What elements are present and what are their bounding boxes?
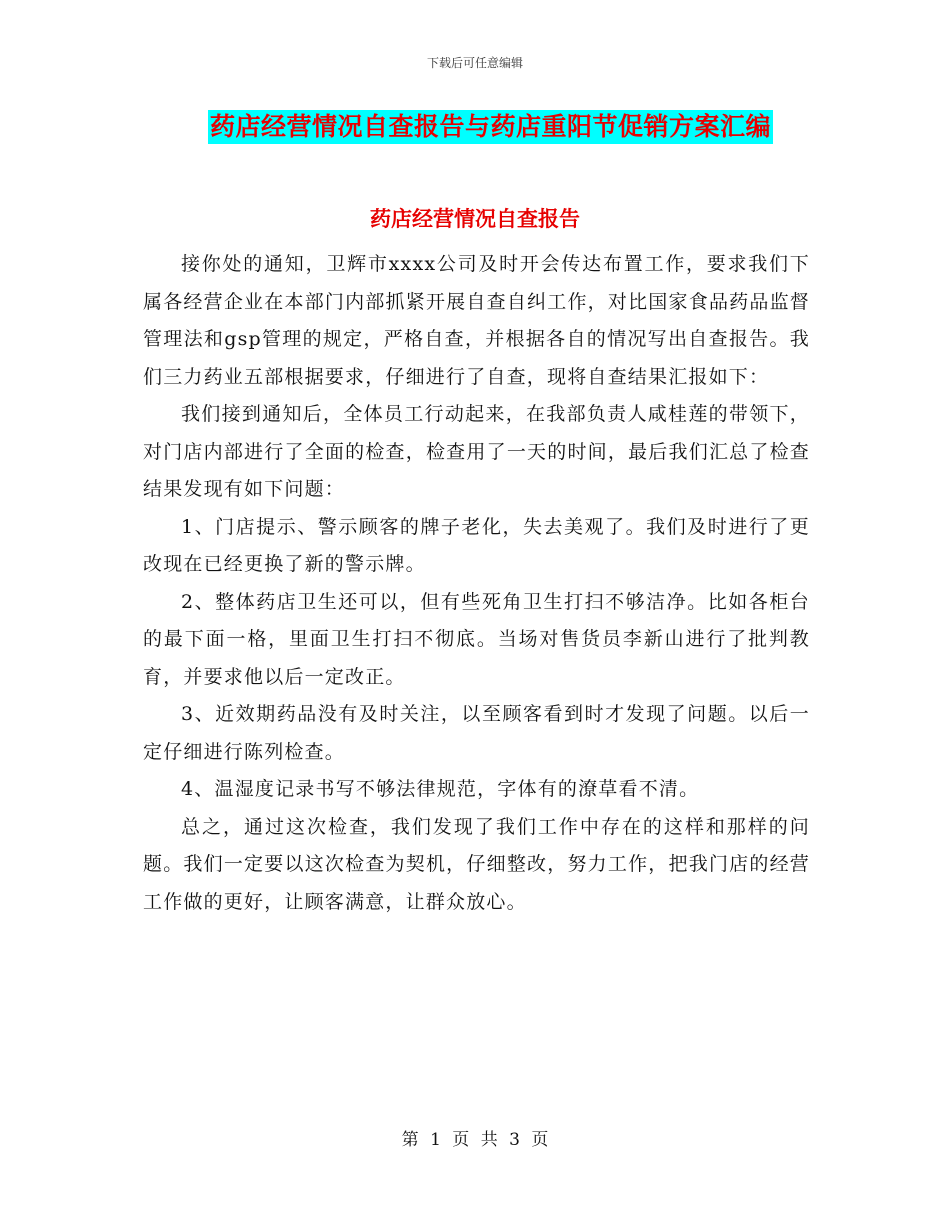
- paragraph: 总之，通过这次检查，我们发现了我们工作中存在的这样和那样的问题。我们一定要以这次检查为契机，仔细整改，努力工作，把我门店的经营工作做的更好，让顾客满意，让群众放心。: [143, 815, 810, 913]
- page-header: 下载后可任意编辑: [426, 56, 523, 70]
- section-title: 药店经营情况自查报告: [370, 207, 580, 231]
- report-body: [143, 246, 810, 921]
- paragraph: 我们接到通知后，全体员工行动起来，在我部负责人咸桂莲的带领下，对门店内部进行了全面的检查，检查用了一天的时间，最后我们汇总了检查结果发现有如下问题：: [143, 403, 810, 500]
- paragraph: 4、温湿度记录书写不够法律规范，字体有的潦草看不清。: [181, 778, 700, 800]
- paragraph: 1、门店提示、警示顾客的牌子老化，失去美观了。我们及时进行了更改现在已经更换了新的警示牌。: [143, 515, 810, 575]
- page-number: 第 1 页 共 3 页: [401, 1130, 549, 1150]
- main-title: 药店经营情况自查报告与药店重阳节促销方案汇编: [208, 110, 773, 144]
- paragraph: 3、近效期药品没有及时关注，以至顾客看到时才发现了问题。以后一定仔细进行陈列检查。: [143, 703, 810, 763]
- paragraph: 2、整体药店卫生还可以，但有些死角卫生打扫不够洁净。比如各柜台的最下面一格，里面卫生打扫不彻底。当场对售货员李新山进行了批判教育，并要求他以后一定改正。: [143, 590, 810, 688]
- paragraph: 接你处的通知，卫辉市xxxx公司及时开会传达布置工作，要求我们下属各经营企业在本部门内部抓紧开展自查自纠工作，对比国家食品药品监督管理法和gsp管理的规定，严格自查，并根据各自的情况写出自查报告。我们三力药业五部根据要求，仔细进行了自查，现将自查结果汇报如下：: [143, 253, 810, 388]
